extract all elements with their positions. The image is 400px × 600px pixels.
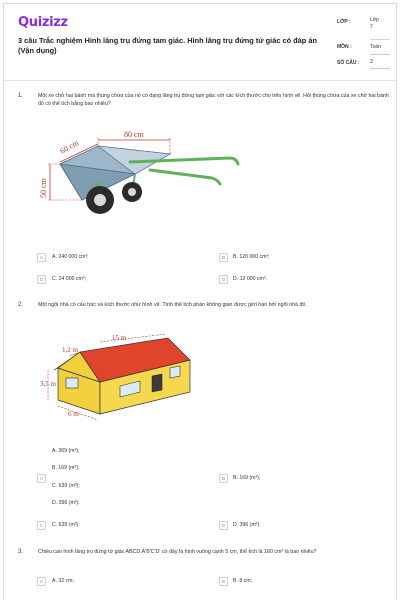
dimension-label-80: 80 cm — [124, 130, 144, 139]
option-d-box[interactable]: D — [219, 521, 228, 530]
dimension-label-60: 60 cm — [58, 138, 81, 156]
option-d-text[interactable]: D. 396 (m³). — [233, 522, 261, 528]
dimension-label-50: 50 cm — [39, 178, 48, 198]
option-b-text[interactable]: B. 120 000 cm³; — [233, 254, 270, 260]
header-divider — [4, 80, 396, 81]
option-d-text[interactable]: D. 12 000 cm³. — [233, 276, 268, 282]
question-1-number: 1. — [18, 93, 24, 99]
option-b-text[interactable]: B. 169 (m³); — [233, 475, 261, 481]
wheelbarrow-figure — [40, 122, 250, 222]
option-d-box[interactable]: D — [219, 275, 228, 284]
option-a-box[interactable]: A — [37, 474, 46, 483]
question-3-text: Chiều cao hình lăng trụ đứng tứ giác ABCD.A'B'C'D' có đáy là hình vuông cạnh 5 cm, thể tích là 160 cm³ là bao nhiêu? — [38, 549, 317, 555]
option-c-text[interactable]: C. 639 (m³); — [52, 522, 80, 528]
option-c-box[interactable]: C — [37, 521, 46, 530]
option-a-line-4[interactable]: D. 396 (m³). — [52, 500, 80, 506]
question-2-text: Một ngôi nhà có cấu trúc và kích thước như hình vẽ. Tính thể tích phần không gian được giới hạn bởi ngôi nhà đó. — [38, 302, 307, 308]
option-a-text[interactable]: A. 240 000 cm³; — [52, 254, 89, 260]
house-figure — [40, 330, 200, 420]
option-a-box[interactable]: A — [37, 577, 46, 586]
quizizz-logo: Quizizz — [18, 15, 68, 30]
worksheet-page — [3, 3, 397, 600]
subject-label: MÔN : — [337, 44, 352, 50]
class-underline — [370, 39, 390, 40]
count-underline — [370, 68, 390, 69]
option-a-line-1[interactable]: A. 369 (m³); — [52, 448, 80, 454]
option-c-box[interactable]: C — [37, 275, 46, 284]
dimension-label-1-2m: 1,2 m — [62, 346, 78, 354]
option-a-box[interactable]: A — [37, 253, 46, 262]
option-a-text[interactable]: A. 32 cm; — [52, 578, 74, 584]
subject-underline — [370, 54, 390, 55]
question-2-number: 2. — [18, 302, 24, 308]
class-label: LỚP : — [337, 19, 351, 25]
option-b-text[interactable]: B. 8 cm; — [233, 578, 253, 584]
question-1-text: Một xe chở hai bánh mà thùng chứa của nó có dạng lăng trụ đứng tam giác với các kích thước cho trên hình vẽ. Hỏi thùng chứa của xe chở hai bánh đó có thể tích bằng bao nhiêu? — [38, 93, 389, 107]
option-a-line-2[interactable]: B. 169 (m³); — [52, 465, 80, 471]
question-count-value: 3 — [370, 59, 373, 65]
option-b-box[interactable]: B — [219, 474, 228, 483]
question-3-number: 3. — [18, 549, 24, 555]
option-b-box[interactable]: B — [219, 253, 228, 262]
option-a-line-3[interactable]: C. 639 (m³); — [52, 483, 80, 489]
subject-value: Toán — [370, 44, 381, 50]
class-value: Lớp 7 — [370, 17, 379, 30]
option-b-box[interactable]: B — [219, 577, 228, 586]
dimension-label-6m: 6 m — [68, 410, 79, 418]
question-count-label: SỐ CÂU : — [337, 60, 360, 66]
dimension-label-15m: 15 m — [112, 334, 127, 342]
option-c-text[interactable]: C. 24 000 cm³; — [52, 276, 87, 282]
dimension-label-3-5m: 3,5 m — [40, 380, 56, 388]
worksheet-title: 3 câu Trắc nghiệm Hình lăng trụ đứng tam giác. Hình lăng trụ đứng tứ giác có đáp án (Vận dụng) — [18, 36, 317, 55]
